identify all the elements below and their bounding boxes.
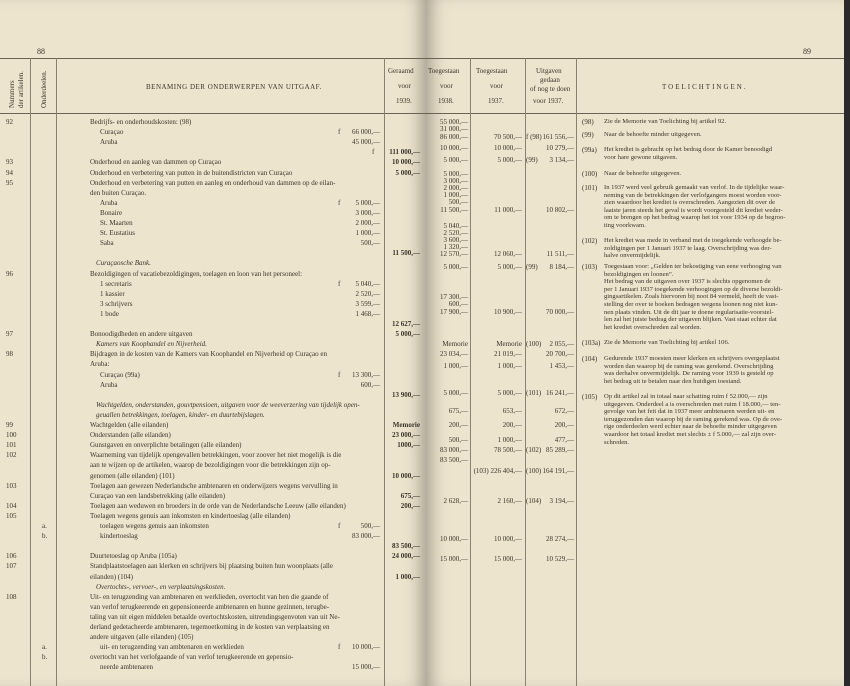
expenditure-1937: 3 194,— <box>549 497 574 505</box>
col-rule <box>470 58 471 686</box>
note-ref: (100) <box>526 340 542 348</box>
allowed-1938: 83 500,— <box>440 456 468 464</box>
item-amount: 2 520,— <box>355 290 380 298</box>
estimate-1939: 11 500,— <box>392 249 420 257</box>
article-number: 93 <box>6 158 13 166</box>
article-number: 108 <box>6 593 17 601</box>
allowed-1937: 5 000,— <box>497 389 522 397</box>
item-description: Overtochts-, vervoer-, en verplaatsingskosten. <box>96 583 226 591</box>
note-text: Op dit artikel zal in totaal naar schatting ruim f 52.000,— zijn uitgegeven. Onderdeel a is overschreden met ruim f 18.000,— ten- gevolge van het feit dat in 1937 meer ambtenaren werden uit- en teruggezonden dan waarop bij de raming gerekend was. Op de ove- rige onderdeelen werd echter naar de behoefte minder uitgegeven waardoor het totaal krediet met slechts ± f 5.000,— zal zijn over- schreden. <box>604 393 783 446</box>
allowed-1938: 31 000,— <box>440 125 468 133</box>
currency-sign: f <box>338 371 341 379</box>
item-amount: 83 000,— <box>352 532 380 540</box>
allowed-1938: 3 600,— <box>443 236 468 244</box>
expenditure-1937: 10 529,— <box>546 555 574 563</box>
note-ref: (99) <box>526 156 538 164</box>
item-description: Aruba <box>100 199 118 207</box>
item-description: Curaçao (99a) <box>100 371 140 379</box>
expenditure-1937: 10 802,— <box>546 206 574 214</box>
item-description: kindertoeslag <box>100 532 138 540</box>
item-amount: 500,— <box>360 239 380 247</box>
allowed-1938: 1 000,— <box>443 191 468 199</box>
item-description: Aruba <box>100 381 118 389</box>
sub-letter: b. <box>42 532 48 540</box>
allowed-1938: 55 000,— <box>440 118 468 126</box>
estimate-1939: 675,— <box>400 492 420 500</box>
right-page <box>426 0 844 686</box>
expenditure-1937: 164 191,— <box>542 467 574 475</box>
header-benaming: BENAMING DER ONDERWERPEN VAN UITGAAF. <box>146 83 322 91</box>
allowed-1938: 1 000,— <box>443 362 468 370</box>
allowed-1938: 500,— <box>448 198 468 206</box>
allowed-1937: 10 000,— <box>494 535 522 543</box>
currency-sign: f <box>338 280 341 288</box>
note-ref: (104) <box>582 355 598 363</box>
article-number: 103 <box>6 482 17 490</box>
allowed-1938: 23 034,— <box>440 350 468 358</box>
article-number: 100 <box>6 431 17 439</box>
allowed-1938: Memorie <box>442 340 468 348</box>
item-description: overtocht van het verlofgaande of van verlof terugkeerende en gepensio- <box>90 653 294 661</box>
item-description: St. Eustatius <box>100 229 136 237</box>
allowed-1937: 70 500,— <box>494 133 522 141</box>
currency-sign: f <box>338 128 341 136</box>
expenditure-1937: 11 511,— <box>546 250 574 258</box>
article-number: 96 <box>6 270 13 278</box>
item-description: neerde ambtenaren <box>100 663 154 671</box>
header-nummers-2: der artikelen. <box>17 71 25 108</box>
item-description: Duurtetoeslag op Aruba (105a) <box>90 552 177 560</box>
header-uitgaven-4: voor 1937. <box>533 97 564 105</box>
item-description: Curaçaosche Bank. <box>96 259 151 267</box>
currency-sign: f <box>372 148 375 156</box>
note-ref: (98) <box>582 118 594 126</box>
allowed-1938: 2 628,— <box>443 497 468 505</box>
allowed-1938: 2 000,— <box>443 184 468 192</box>
item-description: toelagen wegens genuis aan inkomsten <box>100 522 209 530</box>
currency-sign: f <box>338 199 341 207</box>
note-text: Naar de behoefte minder uitgegeven. <box>604 131 702 138</box>
header-jaar: 1939. <box>396 97 412 105</box>
note-ref: (100) <box>582 170 598 178</box>
header-jaar-1937: 1937. <box>488 97 504 105</box>
article-number: 97 <box>6 330 13 338</box>
note-text: In 1937 werd veel gebruik gemaakt van verlof. In de tijdelijke waar- neming van de betrekkingen der verlofgangers moest worden voor- zien waardoor het krediet is overschreden. Aangezien dit over de laatste jaren steeds het geval is wordt voorgesteld dit krediet weder- om te brengen op het bedrag waarop het tot voor 1934 op de begroo- ting voorkwam. <box>604 184 786 229</box>
allowed-1938: 600,— <box>448 300 468 308</box>
note-text: Gedurende 1937 moesten meer klerken en schrijvers overgeplaatst worden dan waarop bij de raming was gerekend. Overschrijding was derhalve onvermijdelijk. De raming voor 1939 is gesteld op het bedrag uit te betalen naar den huidigen toestand. <box>604 355 780 385</box>
item-amount: 15 000,— <box>352 663 380 671</box>
allowed-1938: 200,— <box>448 421 468 429</box>
note-ref: (99a) <box>582 146 597 154</box>
page-edge <box>844 0 850 686</box>
note-text: Het krediet is gebracht op het bedrag door de Kamer benoodigd voor hare gewone uitgaven. <box>604 146 773 161</box>
item-description: Standplaatstoelagen aan klerken en schrijvers bij plaatsing buiten hun woonplaats (alle <box>90 562 333 570</box>
article-number: 102 <box>6 451 17 459</box>
item-amount: 500,— <box>360 522 380 530</box>
header-toelichtingen: TOELICHTINGEN. <box>662 83 748 91</box>
header-top-rule <box>426 58 844 59</box>
allowed-1937: 1 000,— <box>497 436 522 444</box>
expenditure-1937: 10 279,— <box>546 144 574 152</box>
item-description: andere uitgaven (alle eilanden) (105) <box>90 633 194 641</box>
header-uitgaven-2: gedaan <box>540 76 560 84</box>
allowed-1937: 21 019,— <box>494 350 522 358</box>
item-amount: 45 000,— <box>352 138 380 146</box>
allowed-1938: 86 000,— <box>440 133 468 141</box>
estimate-1939: 10 000,— <box>392 158 420 166</box>
article-number: 101 <box>6 441 17 449</box>
col-rule <box>525 58 526 686</box>
item-description: Toelagen aan weduwen en broeders in de orde van de Nederlandsche Leeuw (alle eilanden) <box>90 502 346 510</box>
note-ref: (102) <box>526 446 542 454</box>
estimate-1939: 12 627,— <box>392 320 420 328</box>
item-description: Curaçao van een landsbetrekking (alle eilanden) <box>90 492 226 500</box>
item-description: geuallen betrekkingen, toelagen, kinder- en duurtebijslagen. <box>96 411 265 419</box>
item-amount: 1 000,— <box>355 229 380 237</box>
estimate-1939: 1 000,— <box>395 573 420 581</box>
item-amount: 2 000,— <box>355 219 380 227</box>
note-ref: (104) <box>526 497 542 505</box>
item-amount: 5 040,— <box>355 280 380 288</box>
item-description: Bonoodigdheden en andere uitgaven <box>90 330 193 338</box>
col-rule <box>576 58 577 686</box>
item-description: genomen (alle eilanden) (101) <box>90 472 175 480</box>
article-number: 94 <box>6 169 13 177</box>
header-onderdeelen: Onderdeelen. <box>40 70 48 108</box>
article-number: 104 <box>6 502 17 510</box>
item-description: uit- en terugzending van ambtenaren en werklieden <box>100 643 244 651</box>
allowed-1938: 500,— <box>448 436 468 444</box>
item-amount: 66 000,— <box>352 128 380 136</box>
header-toegestaan-1937: Toegestaan <box>476 67 508 75</box>
item-description: 1 bode <box>100 310 119 318</box>
note-ref: (105) <box>582 393 598 401</box>
article-number: 98 <box>6 350 13 358</box>
item-description: Bezoldigingen of vacatiebezoldigingen, toelagen en loon van het personeel: <box>90 270 303 278</box>
header-geraamd: Geraamd <box>388 67 414 75</box>
allowed-1937: 653,— <box>502 407 522 415</box>
item-description: Waarneming van tijdelijk opengevallen betrekkingen, voor zoover het niet mogelijk is die <box>90 451 342 459</box>
note-text: Het krediet was mede in verband met de toegekende verhoogde be- zoldigingen per 1 Januari 1937 te laag. Overschrijding was der- halve onvermijdelijk. <box>604 237 782 260</box>
header-top-rule <box>0 58 426 59</box>
item-description: Aruba: <box>90 360 110 368</box>
col-rule <box>56 58 57 686</box>
allowed-1938: 1 320,— <box>443 243 468 251</box>
note-ref: (101) <box>582 184 598 192</box>
header-uitgaven: Uitgaven <box>536 67 562 75</box>
allowed-1937: (103) 226 404,— <box>473 467 522 475</box>
allowed-1938: 17 300,— <box>440 293 468 301</box>
header-jaar-1938: 1938. <box>438 97 454 105</box>
allowed-1938: 10 000,— <box>440 535 468 543</box>
article-number: 106 <box>6 552 17 560</box>
allowed-1937: 11 000,— <box>494 206 522 214</box>
item-description: Uit- en terugzending van ambtenaren en werklieden, overtocht van hen die gaande of <box>90 593 329 601</box>
item-description: Bedrijfs- en onderhoudskosten: (98) <box>90 118 192 126</box>
item-description: Onderstanden (alle eilanden) <box>90 431 171 439</box>
item-description: Curaçao <box>100 128 124 136</box>
header-bottom-rule <box>0 113 426 114</box>
item-description: aan te wijzen op de artikelen, waarop de bezoldigingen voor die betrekkingen zijn op- <box>90 461 331 469</box>
expenditure-1937: 70 000,— <box>546 308 574 316</box>
article-number: 95 <box>6 179 13 187</box>
item-description: Onderhoud en verbetering van putten in de buitendistricten van Curaçao <box>90 169 293 177</box>
sub-letter: a. <box>42 643 47 651</box>
item-description: 1 secretaris <box>100 280 132 288</box>
article-number: 99 <box>6 421 13 429</box>
header-bottom-rule <box>426 113 844 114</box>
allowed-1937: 15 000,— <box>494 555 522 563</box>
item-amount: 1 468,— <box>355 310 380 318</box>
note-ref: (101) <box>526 389 542 397</box>
note-text: Toegestaan voor: „Gelden ter bekostiging van eene verhooging van bezoldigingen en loonen”. Het bedrag van de uitgaven over 1937 is slechts opgenomen de per 1 Januari 1937 toegekende verhoogingen op de diverse bezoldi- gingsartikelen. Zoals hiervoren bij noot 84 vermeld, heeft de vast- stelling der over te boeken bedragen wegens loonen nog niet kun- nen plaats vinden. Uit de dit jaar te doene regularisatie-voorstel- len zal het juiste bedrag der uitgaven blijken. Vast staat echter dat het krediet overschreden zal worden. <box>604 263 783 331</box>
allowed-1937: Memorie <box>496 340 522 348</box>
expenditure-1937: 28 274,— <box>546 535 574 543</box>
currency-sign: f <box>338 643 341 651</box>
allowed-1937: 1 000,— <box>497 362 522 370</box>
expenditure-1937: 161 556,— <box>542 133 574 141</box>
estimate-1939: 111 000,— <box>389 148 420 156</box>
allowed-1938: 2 520,— <box>443 229 468 237</box>
note-text: Zie de Memorie van Toelichting bij artikel 106. <box>604 339 730 346</box>
item-amount: 3 599,— <box>355 300 380 308</box>
expenditure-1937: 2 055,— <box>549 340 574 348</box>
allowed-1937: 5 000,— <box>497 263 522 271</box>
item-description: St. Maarten <box>100 219 133 227</box>
allowed-1937: 12 060,— <box>494 250 522 258</box>
allowed-1938: 675,— <box>448 407 468 415</box>
expenditure-1937: 477,— <box>554 436 574 444</box>
expenditure-1937: 200,— <box>554 421 574 429</box>
estimate-1939: 10 000,— <box>392 472 420 480</box>
note-ref: (100) <box>526 467 542 475</box>
item-amount: 10 000,— <box>352 643 380 651</box>
article-number: 107 <box>6 562 17 570</box>
item-description: den buiten Curaçao. <box>90 189 147 197</box>
allowed-1937: 10 000,— <box>494 144 522 152</box>
sub-letter: a. <box>42 522 47 530</box>
item-amount: 3 000,— <box>355 209 380 217</box>
item-description: eilanden) (104) <box>90 573 133 581</box>
item-description: Onderhoud en aanleg van dammen op Curaçao <box>90 158 222 166</box>
note-ref: (99) <box>582 131 594 139</box>
item-description: 3 schrijvers <box>100 300 133 308</box>
item-amount: 5 000,— <box>355 199 380 207</box>
right-page-number: 89 <box>803 47 811 56</box>
item-description: Kamers van Koophandel en Nijverheid. <box>96 340 207 348</box>
allowed-1938: 3 000,— <box>443 177 468 185</box>
expenditure-1937: 85 289,— <box>546 446 574 454</box>
item-description: derland gedetacheerde ambtenaren, tegemoetkoming in de kosten van verplaatsing en <box>90 623 330 631</box>
header-voor-1938: voor <box>440 82 453 90</box>
allowed-1938: 5 000,— <box>443 156 468 164</box>
item-description: Toelagen wegens genuis aan inkomsten en kindertoeslag (alle eilanden) <box>90 512 291 520</box>
estimate-1939: 200,— <box>400 502 420 510</box>
allowed-1938: 83 000,— <box>440 446 468 454</box>
estimate-1939: 5 000,— <box>395 169 420 177</box>
expenditure-1937: 672,— <box>554 407 574 415</box>
header-uitgaven-3: of nog te doen <box>530 85 571 93</box>
allowed-1937: 78 500,— <box>494 446 522 454</box>
note-ref: (103a) <box>582 339 601 347</box>
item-description: Bijdragen in de kosten van de Kamers van Koophandel en Nijverheid op Curaçao en <box>90 350 327 358</box>
estimate-1939: 5 000,— <box>395 330 420 338</box>
note-ref: (102) <box>582 237 598 245</box>
item-description: Wachtgelden (alle eilanden) <box>90 421 169 429</box>
item-amount: 600,— <box>360 381 380 389</box>
left-page-number: 88 <box>37 47 45 56</box>
item-description: Wachtgelden, onderstanden, gouvtpensioen, uitgaven voor de weeverzering van tijdelijk open- <box>96 401 360 409</box>
item-description: Bonaire <box>100 209 123 217</box>
item-description: Toelagen aan gewezen Nederlandsche ambtenaren en onderwijzers wegens vervulling in <box>90 482 338 490</box>
estimate-1939: 24 000,— <box>392 552 420 560</box>
allowed-1938: 5 000,— <box>443 170 468 178</box>
allowed-1938: 10 000,— <box>440 144 468 152</box>
currency-sign: f <box>338 522 341 530</box>
item-description: Saba <box>100 239 114 247</box>
estimate-1939: 1000,— <box>397 441 420 449</box>
expenditure-1937: 1 453,— <box>549 362 574 370</box>
allowed-1937: 5 000,— <box>497 156 522 164</box>
header-nummers: Nummers <box>8 80 16 108</box>
estimate-1939: 83 500,— <box>392 542 420 550</box>
note-ref: (103) <box>582 263 598 271</box>
expenditure-1937: 20 700,— <box>546 350 574 358</box>
item-description: van verlof terugkeerende en gepensioneerde ambtenaren en hunne gezinnen, terugbe- <box>90 603 330 611</box>
header-voor-1937: voor <box>490 82 503 90</box>
header-toegestaan-1938: Toegestaan <box>428 67 460 75</box>
expenditure-1937: 8 184,— <box>549 263 574 271</box>
allowed-1938: 15 000,— <box>440 555 468 563</box>
header-voor: voor <box>398 82 411 90</box>
allowed-1938: 17 900,— <box>440 308 468 316</box>
sub-letter: b. <box>42 653 48 661</box>
item-description: 1 kassier <box>100 290 125 298</box>
allowed-1938: 5 000,— <box>443 263 468 271</box>
allowed-1937: 2 160,— <box>497 497 522 505</box>
col-rule <box>30 58 31 686</box>
note-ref: (99) <box>526 263 538 271</box>
expenditure-1937: 3 134,— <box>549 156 574 164</box>
estimate-1939: 23 000,— <box>392 431 420 439</box>
estimate-1939: Memorie <box>392 421 420 429</box>
note-ref: f (98) <box>526 133 542 141</box>
allowed-1938: 12 570,— <box>440 250 468 258</box>
allowed-1938: 11 500,— <box>440 206 468 214</box>
expenditure-1937: 16 241,— <box>546 389 574 397</box>
allowed-1938: 5 040,— <box>443 222 468 230</box>
item-description: taling van uit eigen middelen betaalde overtochtskosten, uitrendingsgenvoten van uit Ne- <box>90 613 340 621</box>
allowed-1938: 5 000,— <box>443 389 468 397</box>
item-description: Aruba <box>100 138 118 146</box>
note-text: Naar de behoefte uitgegeven. <box>604 170 682 177</box>
item-description: Gunstgaven en onverplichte betalingen (alle eilanden) <box>90 441 242 449</box>
article-number: 105 <box>6 512 17 520</box>
estimate-1939: 13 900,— <box>392 391 420 399</box>
article-number: 92 <box>6 118 13 126</box>
item-amount: 13 300,— <box>352 371 380 379</box>
item-description: Onderhoud en verbetering van putten en aanleg en onderhoud van dammen op de eilan- <box>90 179 336 187</box>
allowed-1937: 200,— <box>502 421 522 429</box>
allowed-1937: 10 900,— <box>494 308 522 316</box>
note-text: Zie de Memorie van Toelichting bij artikel 92. <box>604 118 727 125</box>
